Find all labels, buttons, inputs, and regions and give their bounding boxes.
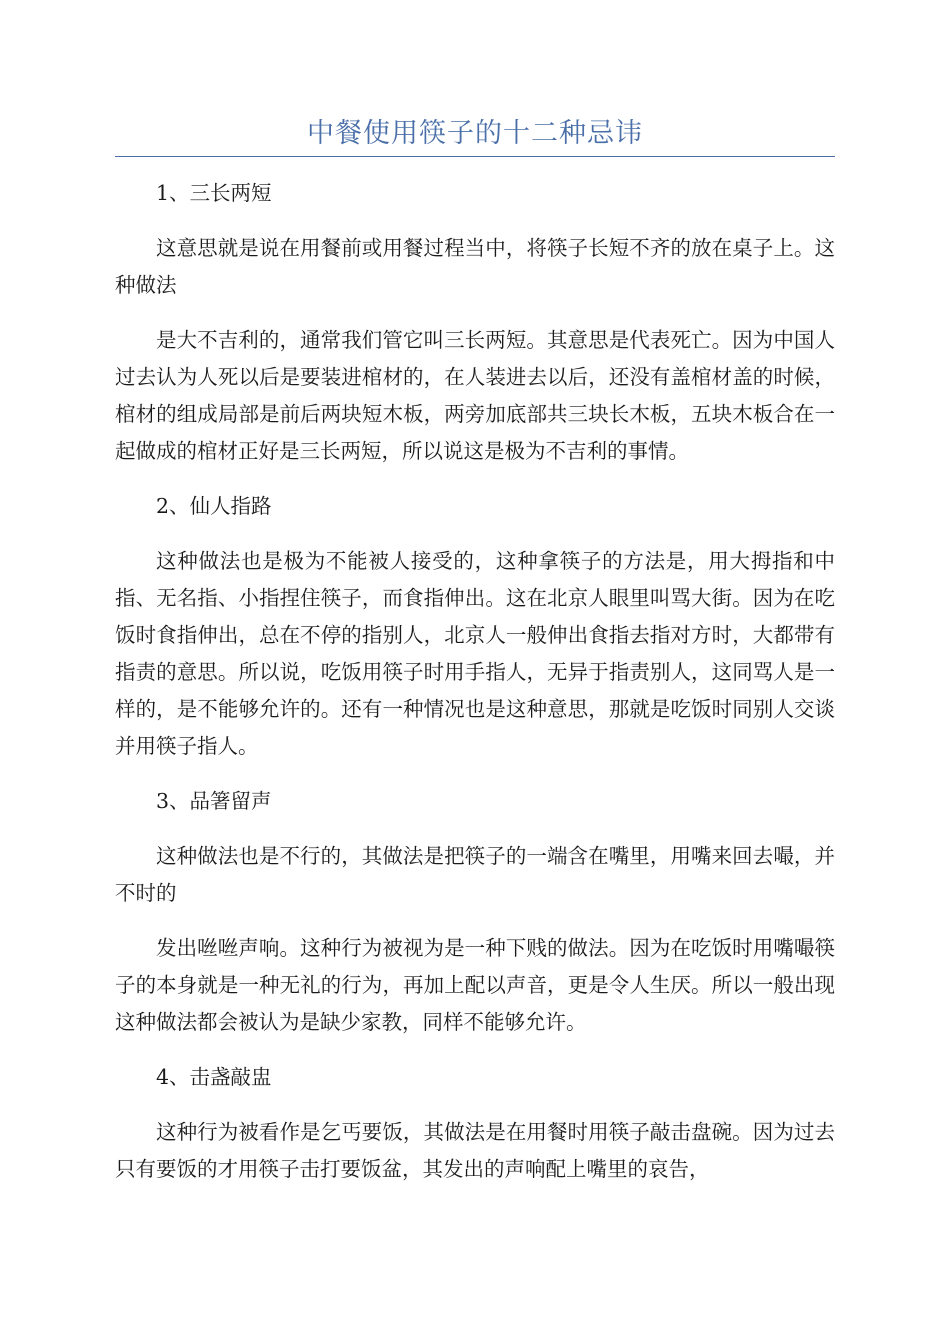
section-heading: 4、击盏敲盅: [156, 1065, 272, 1089]
document-title: 中餐使用筷子的十二种忌讳: [307, 118, 643, 149]
paragraph: 这种行为被看作是乞丐要饭，其做法是在用餐时用筷子敲击盘碗。因为过去只有要饭的才用筷子击打要饭盆，其发出的声响配上嘴里的哀告，: [115, 1120, 835, 1181]
section-heading: 2、仙人指路: [156, 494, 272, 518]
title-underline: [115, 156, 835, 157]
section-heading: 1、三长两短: [156, 181, 272, 205]
paragraph: 是大不吉利的，通常我们管它叫三长两短。其意思是代表死亡。因为中国人过去认为人死以后是要装进棺材的，在人装进去以后，还没有盖棺材盖的时候，棺材的组成局部是前后两块短木板，两旁加底部共三块长木板，五块木板合在一起做成的棺材正好是三长两短，所以说这是极为不吉利的事情。: [115, 328, 835, 463]
paragraph: 这意思就是说在用餐前或用餐过程当中，将筷子长短不齐的放在桌子上。这种做法: [115, 236, 835, 297]
paragraph: 这种做法也是极为不能被人接受的，这种拿筷子的方法是，用大拇指和中指、无名指、小指捏住筷子，而食指伸出。这在北京人眼里叫骂大街。因为在吃饭时食指伸出，总在不停的指别人，北京人一般伸出食指去指对方时，大都带有指责的意思。所以说，吃饭用筷子时用手指人，无异于指责别人，这同骂人是一样的，是不能够允许的。还有一种情况也是这种意思，那就是吃饭时同别人交谈并用筷子指人。: [115, 549, 835, 758]
paragraph: 这种做法也是不行的，其做法是把筷子的一端含在嘴里，用嘴来回去嘬，并不时的: [115, 844, 835, 905]
paragraph: 发出咝咝声响。这种行为被视为是一种下贱的做法。因为在吃饭时用嘴嘬筷子的本身就是一种无礼的行为，再加上配以声音，更是令人生厌。所以一般出现这种做法都会被认为是缺少家教，同样不能够允许。: [115, 936, 835, 1034]
section-heading: 3、品箸留声: [156, 789, 272, 813]
document-page: [115, 108, 835, 1206]
